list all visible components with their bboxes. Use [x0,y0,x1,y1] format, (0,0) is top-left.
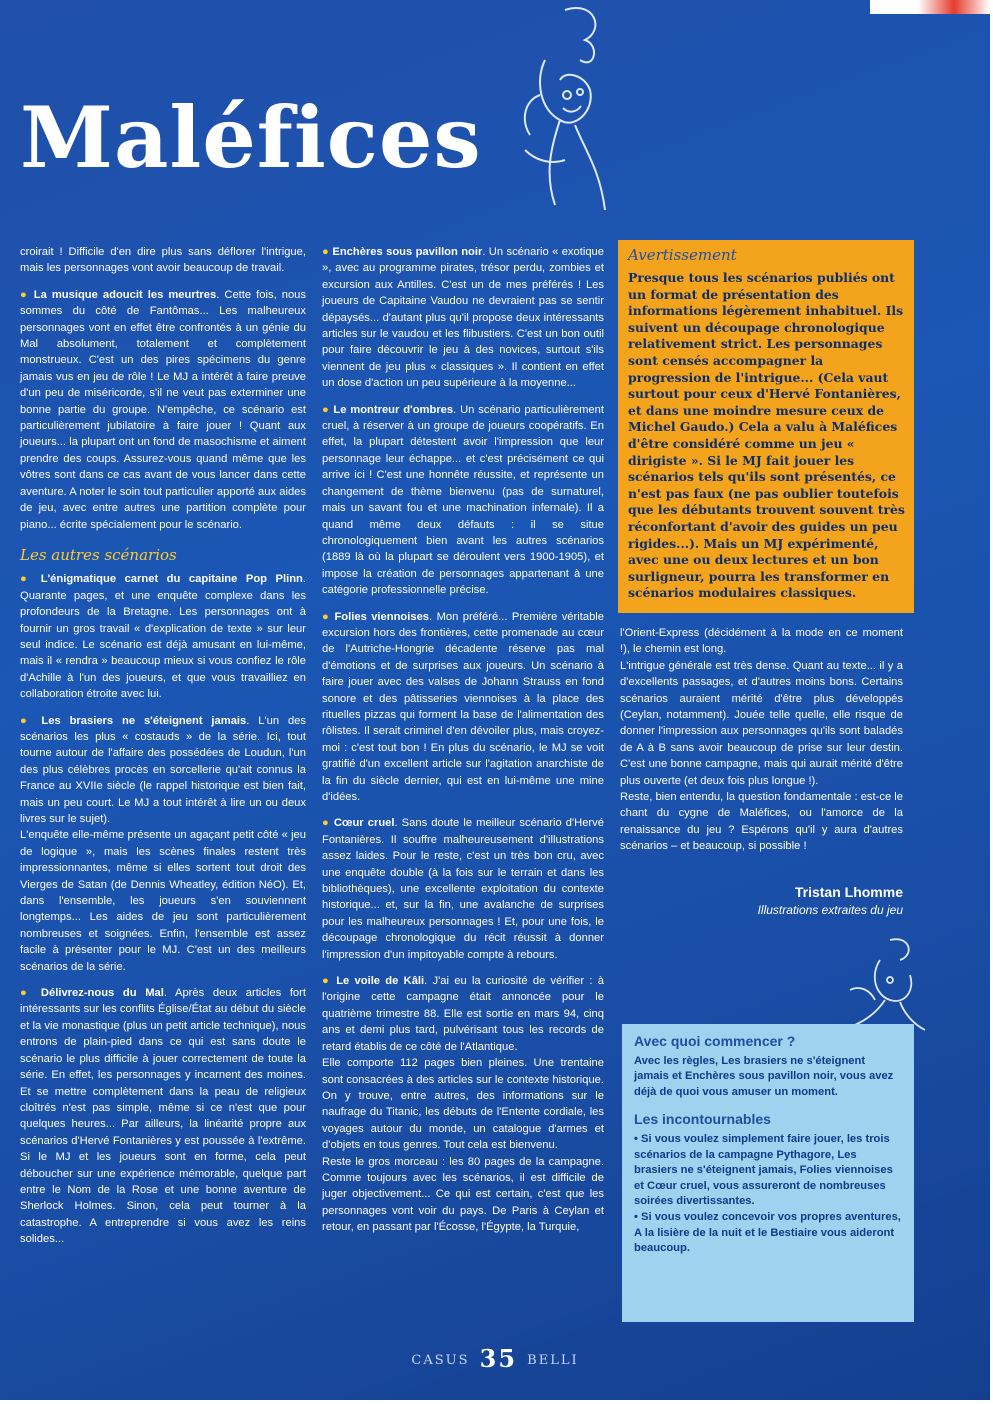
bullet-icon: ● [322,975,337,988]
sidebar-title-start: Avec quoi commencer ? [634,1033,796,1049]
column-middle [322,244,604,1236]
bullet-icon: ● [322,610,335,623]
review-voile-kali-2: Elle comporte 112 pages bien pleines. Une trentaine sont consacrées à des articles sur le contexte historique. On y trouve, entre autres, des informations sur le naufrage du Titanic, les débuts de l'Entente cordiale, les voyages autour du monde, un catalogue d'armes et d'objets en tous genres. Tout cela est bienvenu. [322,1057,604,1152]
review-la-musique: ● La musique adoucit les meurtres. Cette fois, nous sommes du côté de Fantômas... Les malheureux personnages vont en effet être confrontés à un génie du Mal absolument, totalement et complètement monstrueux. C'est un des pires spécimens du genre jamais vus en jeu de rôle ! Le MJ a intérêt à faire preuve d'un peu de miséricorde, s'il ne veut pas exterminer une bonne partie du groupe. N'empêche, ce scénario est particulièrement jubilatoire à faire jouer ! Quant aux joueurs... la plupart ont un fond de masochisme et aiment prendre des coups. Assurez-vous quand même que les vôtres sont dans ce cas avant de vous lancer dans cette aventure. A noter le soin tout particulier apporté aux aides de jeu, avec entre autres une partition complète pour piano... écrite spécialement pour le scénario. [20,288,306,531]
bullet-icon: ● [20,288,34,301]
section-subhead: Les autres scénarios [20,545,177,564]
bullet-icon: ● [322,817,334,830]
review-coeur-cruel: ● Cœur cruel. Sans doute le meilleur scénario d'Hervé Fontanières. Il souffre malheureusement d'illustrations assez laides. Pour le reste, c'est un très bon cru, avec une enquête double (à la fois sur le terrain et dans les bibliothèques), une excellente exploitation du contexte historique... et, sur la fin, une avalanche de surprises pour les malheureux personnages ! Et, pour une fois, le découpage chronologique du récit réussit à donner l'impression d'un impitoyable compte à rebours. [322,817,604,961]
warning-body: Presque tous les scénarios publiés ont un format de présentation des informations légèrement inhabituel. Ils suivent un découpage chronologique relativement strict. Les personnages sont censés accompagner la progression de l'intrigue... (Cela vaut surtout pour ceux d'Hervé Fontanières, et dans une moindre mesure ceux de Michel Gaudo.) Cela a valu à Maléfices d'être considéré comme un jeu « dirigiste ». Si le MJ fait jouer les scénarios tels qu'ils sont présentés, ce n'est pas faux (ne pas oublier toutefois que les débutants trouvent souvent très réconfortant d'avoir des guides un peu rigides...). Mais un MJ expérimenté, avec une ou deux lectures et un bon surligneur, pourra les transformer en scénarios modulaires classiques. [628,270,905,601]
column-right [620,625,903,855]
signature [620,884,903,917]
review-voile-kali-3: Reste le gros morceau : les 80 pages de la campagne. Comme toujours avec les scénarios, il est difficile de juger objectivement... Ce qui est certain, c'est que les personnages vont voir du pays. De Paris à Ceylan et retour, en passant par l'Écosse, l'Égypte, la Turquie, [322,1155,604,1234]
conclusion-p1: l'Orient-Express (décidément à la mode en ce moment !), le chemin est long. [620,627,903,656]
sidebar-box [622,1024,914,1322]
review-pop-plinn: ● L'énigmatique carnet du capitaine Pop Plinn. Quarante pages, et une enquête complexe dans les profondeurs de la Bretagne. Les personnages ont à fournir un gros travail « d'explication de texte » sur leur seul indice. Le scénario est déjà amusant en lui-même, mais il « rendra » beaucoup mieux si vous confiez le rôle d'Achille à l'un des joueurs, et que vous travailliez en collaboration étroite avec lui. [20,573,306,701]
column-left [20,244,306,1248]
illustration-credit: Illustrations extraites du jeu [757,903,903,917]
corner-tab [870,0,990,14]
bullet-icon: ● [20,714,42,727]
article-title: Maléfices [20,88,482,187]
warning-title: Avertissement [628,246,737,264]
footer-magazine-left: CASUS [411,1353,470,1368]
review-montreur: ● Le montreur d'ombres. Un scénario particulièrement cruel, à réserver à un groupe de joueurs coopératifs. En effet, la plupart détestent avoir l'impression que leur personnage leur échappe... et c'est précisément ce qui arrive ici ! C'est une honnête réussite, et représente un changement de thème bienvenu (pas de surnaturel, mais un savant fou et une machination infernale). Il a quand même deux défauts : il se situe chronologiquement bien avant les autres scénarios (1889 là où la plupart se déroulent vers 1900-1905), et impose la création de personnages appartenant à une catégorie professionnelle précise. [322,403,604,597]
bullet-icon: ● [322,403,334,416]
sidebar-title-essentials: Les incontournables [634,1111,771,1128]
sidebar-text-start: Avec les règles, Les brasiers ne s'éteignent jamais et Enchères sous pavillon noir, vous avez déjà de quoi vous amuser un moment. [634,1054,894,1098]
review-delivrez-nous: ● Délivrez-nous du Mal. Après deux articles fort intéressants sur les conflits Église/État au début du siècle et la vie monastique (plus un petit article technique), nous entrons de plain-pied dans ce qui est sans doute le scénario le plus difficile à jouer correctement de toute la série. En effet, les personnages y incarnent des moines. Et se mettre complètement dans la peau de religieux cloîtrés n'est pas simple, même si ce n'est que pour quelques heures... Par ailleurs, la linéarité propre aux scénarios d'Hervé Fontanières y est poussée à l'extrême. Si le MJ et les joueurs sont en forme, cela peut déboucher sur une expérience mémorable, quelque part entre le Nom de la Rose et une bonne aventure de Sherlock Holmes. Sinon, cela peut tourner à la catastrophe. A entreprendre si vous avez les reins solides... [20,987,306,1246]
bullet-icon: ● [20,573,41,586]
footer-magazine-right: BELLI [527,1353,579,1368]
intro-paragraph: croirait ! Difficile d'en dire plus sans déflorer l'intrigue, mais les personnages vont avoir beaucoup de travail. [20,246,306,275]
sidebar-text-essentials-1: • Si vous voulez simplement faire jouer, les trois scénarios de la campagne Pythagore, Les brasiers ne s'éteignent jamais, Folies viennoises et Cœur cruel, vous assureront de nombreuses soirées divertissantes. [634,1132,893,1208]
bullet-icon: ● [20,987,41,1000]
conclusion-p3: Reste, bien entendu, la question fondamentale : est-ce le chant du cygne de Maléfices, ou l'amorce de la renaissance du jeu ? Espérons qu'il y aura d'autres scénarios – et beaucoup, si possible ! [620,791,903,853]
page-footer [0,1344,990,1373]
warning-box [618,240,914,613]
author-name: Tristan Lhomme [794,884,903,900]
review-voile-kali: ● Le voile de Kâli. J'ai eu la curiosité de vérifier : à l'origine cette campagne était annoncée pour le quatrième trimestre 88. Elle est sortie en mars 94, cinq ans et demi plus tard, pulvérisant tous les records de retard établis de ce côté de l'Atlantique. [322,975,604,1053]
review-encheres: ● Enchères sous pavillon noir. Un scénario « exotique », avec au programme pirates, trésor perdu, zombies et excursion aux Antilles. C'est un de mes préférés ! Les joueurs de Capitaine Vaudou ne devraient pas se sentir dépaysés... d'autant plus qu'il propose deux intéressants articles sur le vaudou et les flibustiers. C'est un bon outil pour faire découvrir le jeu à des novices, surtout s'ils viennent de jeu plus « classiques ». Il contient en effet un dose d'action un peu supérieure à la moyenne... [322,246,604,390]
demon-illustration [505,0,625,225]
review-les-brasiers-cont: L'enquête elle-même présente un agaçant petit côté « jeu de logique », mais les scènes finales restent très impressionnantes, même si elles sortent tout droit des Vierges de Satan (de Dennis Wheatley, édition NéO). Et, dans l'ensemble, les joueurs s'en souviennent longtemps... Les aides de jeu sont particulièrement nombreuses et soignées. Enfin, l'ensemble est assez facile à présenter pour le MJ. C'est un des meilleurs scénarios de la série. [20,829,306,973]
bullet-icon: ● [322,246,333,258]
page-number: 35 [479,1344,518,1373]
sidebar-text-essentials-2: • Si vous voulez concevoir vos propres aventures, A la lisière de la nuit et le Bestiaire vous aideront beaucoup. [634,1210,901,1255]
conclusion-p2: L'intrigue générale est très dense. Quant au texte... il y a d'excellents passages, et d'autres moins bons. Certains scénarios auraient mérité d'être plus développés (Ceylan, notamment). Jouée telle quelle, elle risque de donner l'impression aux personnages qu'ils sont baladés de A à B sans avoir beaucoup de prise sur leur destin. C'est une bonne campagne, mais qui aurait mérité d'être plus ouverte (et deux fois plus longue !). [620,659,903,787]
review-folies: ● Folies viennoises. Mon préféré... Première véritable excursion hors des frontières, cette promenade au cœur de l'Autriche-Hongrie décadente réserve pas mal d'émotions et de surprises aux joueurs. Un scénario à faire jouer avec des valses de Johann Strauss en fond sonore et des pâtisseries viennoises à la place des rituelles pizzas qui forment la base de l'alimentation des rôlistes. Il serait criminel d'en dévoiler plus, mais croyez-moi : c'est tout bon ! En plus du scénario, le MJ se voit gratifié d'un excellent article sur l'agitation anarchiste de la fin du siècle dernier, qui est en lui-même une mine d'idées. [322,610,604,803]
review-les-brasiers: ● Les brasiers ne s'éteignent jamais. L'un des scénarios les plus « costauds » de la série. Ici, tout tourne autour de l'affaire des possédées de Loudun, l'un des plus célèbres procès en sorcellerie qu'ait connus la France au XVIIe siècle (le rappel historique est bien fait, mais un peu court. Le MJ a tout intérêt à lire un ou deux livres sur le sujet). [20,714,306,825]
